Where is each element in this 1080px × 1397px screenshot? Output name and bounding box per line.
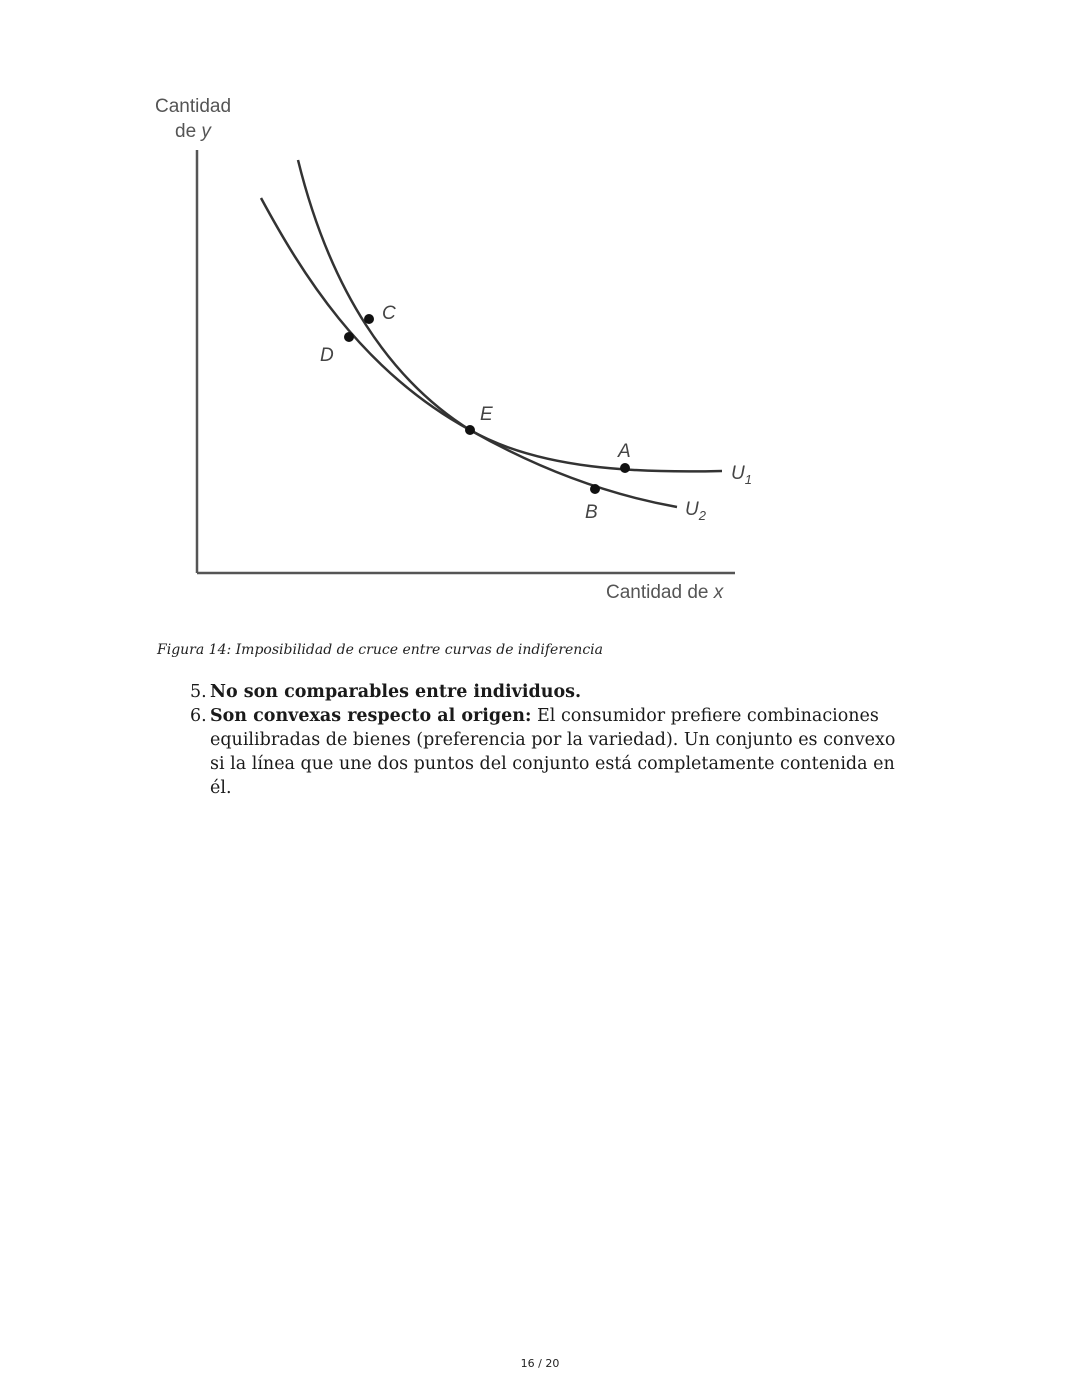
list-item-bold: Son convexas respecto al origen:: [210, 706, 532, 726]
x-axis-label: Cantidad de x: [606, 582, 724, 603]
curve-u1-label: $U_1$: [731, 463, 752, 487]
page-number: 16 / 20: [520, 1357, 560, 1370]
indifference-curves-figure: [140, 85, 780, 610]
y-axis-label-line1: Cantidad: [155, 96, 232, 117]
list-item: [190, 680, 910, 704]
list-item-text: El consumidor prefiere combinaciones equilibradas de bienes (preferencia por la variedad). Un conjunto es convexo si la línea que une dos puntos del conjunto está completamente contenida en él.: [210, 706, 896, 798]
point-e: [465, 425, 475, 435]
list-item-bold: No son comparables entre individuos.: [210, 682, 582, 702]
list-item: [190, 704, 910, 800]
y-axis-label-line2: de y: [175, 121, 211, 142]
point-e-label: E: [480, 404, 493, 425]
figure-caption: Figura 14: Imposibilidad de cruce entre curvas de indiferencia: [157, 642, 603, 658]
point-a-label: A: [618, 441, 631, 462]
list-item-number: 6.: [190, 706, 207, 726]
point-a: [620, 463, 630, 473]
curve-u1: [298, 160, 722, 471]
list-item-number: 5.: [190, 682, 207, 702]
point-d-label: D: [320, 345, 334, 366]
point-c-label: C: [382, 303, 396, 324]
point-d: [344, 332, 354, 342]
properties-list: [190, 680, 910, 800]
point-c: [364, 314, 374, 324]
curve-u2-label: $U_2$: [685, 499, 706, 523]
point-b: [590, 484, 600, 494]
point-b-label: B: [585, 502, 598, 523]
indifference-curves-diagram: [140, 85, 780, 610]
